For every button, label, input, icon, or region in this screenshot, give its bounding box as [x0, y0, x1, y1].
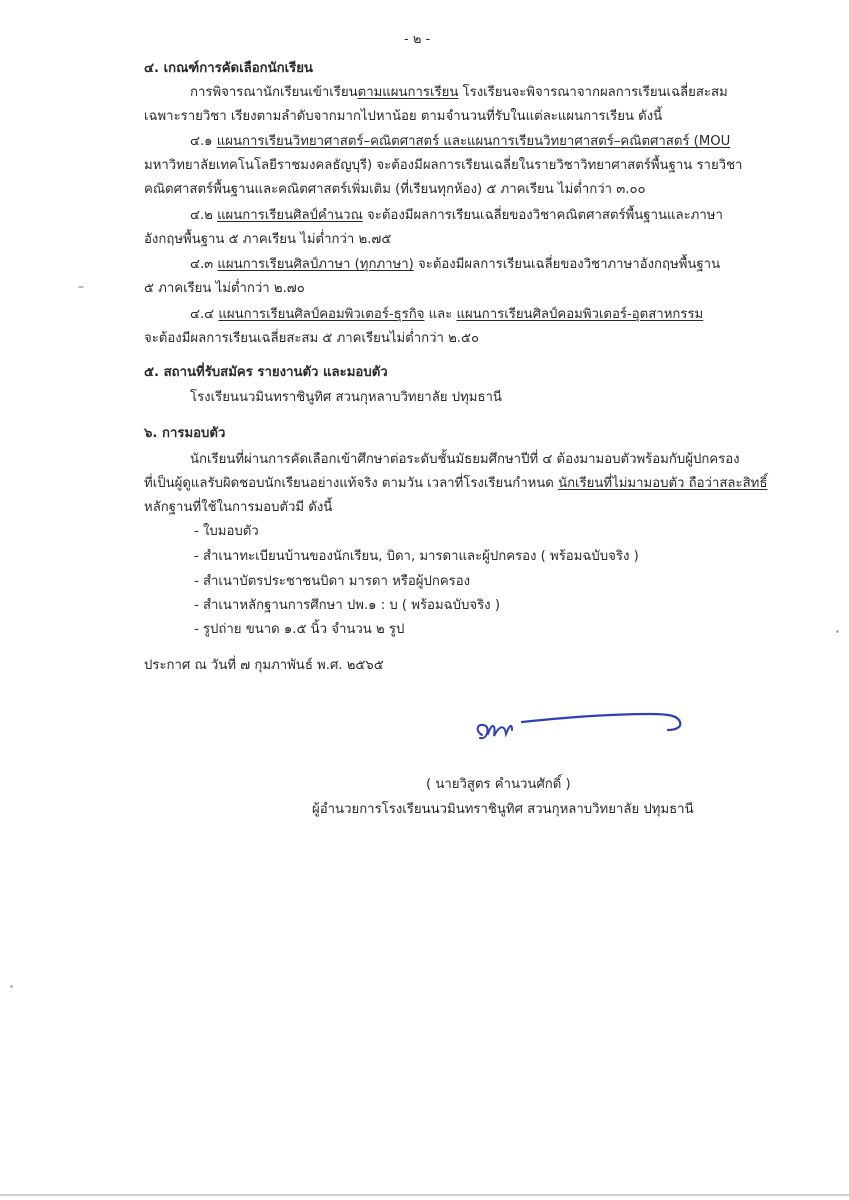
- section5-location: โรงเรียนนวมินทราชินูทิศ สวนกุหลาบวิทยาลัย ปทุมธานี: [190, 390, 502, 405]
- page-bottom-edge: [0, 1194, 849, 1196]
- signer-name: ( นายวิสูตร คำนวนศักดิ์ ): [426, 777, 571, 792]
- item-4-2-line1: ๔.๒ แผนการเรียนศิลป์คำนวณ จะต้องมีผลการเรียนเฉลี่ยของวิชาคณิตศาสตร์พื้นฐานและภาษา: [190, 208, 723, 223]
- section6-heading: ๖. การมอบตัว: [144, 426, 226, 441]
- item-4-1-line2: มหาวิทยาลัยเทคโนโลยีราชมงคลธัญบุรี) จะต้องมีผลการเรียนเฉลี่ยในรายวิชาวิทยาศาสตร์พื้นฐาน รายวิชา: [144, 158, 743, 173]
- item-4-1-line3: คณิตศาสตร์พื้นฐานและคณิตศาสตร์เพิ่มเติม (ที่เรียนทุกห้อง) ๕ ภาคเรียน ไม่ต่ำกว่า ๓.๐๐: [144, 182, 646, 197]
- item-4-4-line1: ๔.๔ แผนการเรียนศิลป์คอมพิวเตอร์-ธุรกิจ และ แผนการเรียนศิลป์คอมพิวเตอร์-อุตสาหกรรม: [190, 307, 704, 322]
- section6-line2: ที่เป็นผู้ดูแลรับผิดชอบนักเรียนอย่างแท้จริง ตามวัน เวลาที่โรงเรียนกำหนด นักเรียนที่ไม่มามอบตัว ถือว่าสละสิทธิ์: [144, 476, 768, 491]
- section4-intro-line1: การพิจารณานักเรียนเข้าเรียนตามแผนการเรียน โรงเรียนจะพิจารณาจากผลการเรียนเฉลี่ยสะสม: [190, 85, 728, 100]
- section4-intro-line2: เฉพาะรายวิชา เรียงตามลำดับจากมากไปหาน้อย ตามจำนวนที่รับในแต่ละแผนการเรียน ดังนี้: [144, 109, 663, 124]
- item-4-3-line2: ๕ ภาคเรียน ไม่ต่ำกว่า ๒.๗๐: [144, 281, 305, 296]
- document-list-item: - สำเนาบัตรประชาชนบิดา มารดา หรือผู้ปกครอง: [194, 574, 471, 589]
- signature-image: [470, 700, 690, 760]
- section6-line3: หลักฐานที่ใช้ในการมอบตัวมี ดังนี้: [144, 500, 333, 515]
- document-list-item: - ใบมอบตัว: [194, 524, 259, 539]
- section6-line1: นักเรียนที่ผ่านการคัดเลือกเข้าศึกษาต่อระดับชั้นมัธยมศึกษาปีที่ ๔ ต้องมามอบตัวพร้อมกับผู้ปกครอง: [190, 452, 740, 467]
- signer-title: ผู้อำนวยการโรงเรียนนวมินทราชินูทิศ สวนกุหลาบวิทยาลัย ปทุมธานี: [312, 802, 694, 817]
- item-4-1-line1: ๔.๑ แผนการเรียนวิทยาศาสตร์–คณิตศาสตร์ และแผนการเรียนวิทยาศาสตร์–คณิตศาสตร์ (MOU: [190, 134, 731, 149]
- page-number: - ๒ -: [404, 32, 431, 47]
- document-list-item: - สำเนาทะเบียนบ้านของนักเรียน, บิดา, มารดาและผู้ปกครอง ( พร้อมฉบับจริง ): [194, 549, 639, 564]
- section4-heading: ๔. เกณฑ์การคัดเลือกนักเรียน: [144, 61, 313, 76]
- document-list-item: - สำเนาหลักฐานการศึกษา ปพ.๑ : บ ( พร้อมฉบับจริง ): [194, 598, 500, 613]
- document-list-item: - รูปถ่าย ขนาด ๑.๕ นิ้ว จำนวน ๒ รูป: [194, 622, 405, 637]
- item-4-3-line1: ๔.๓ แผนการเรียนศิลป์ภาษา (ทุกภาษา) จะต้องมีผลการเรียนเฉลี่ยของวิชาภาษาอังกฤษพื้นฐาน: [190, 257, 721, 272]
- item-4-4-line2: จะต้องมีผลการเรียนเฉลี่ยสะสม ๕ ภาคเรียนไม่ต่ำกว่า ๒.๕๐: [144, 331, 480, 346]
- section5-heading: ๕. สถานที่รับสมัคร รายงานตัว และมอบตัว: [144, 365, 388, 380]
- item-4-2-line2: อังกฤษพื้นฐาน ๕ ภาคเรียน ไม่ต่ำกว่า ๒.๗๕: [144, 232, 392, 247]
- announcement-date: ประกาศ ณ วันที่ ๗ กุมภาพันธ์ พ.ศ. ๒๕๖๕: [144, 658, 384, 673]
